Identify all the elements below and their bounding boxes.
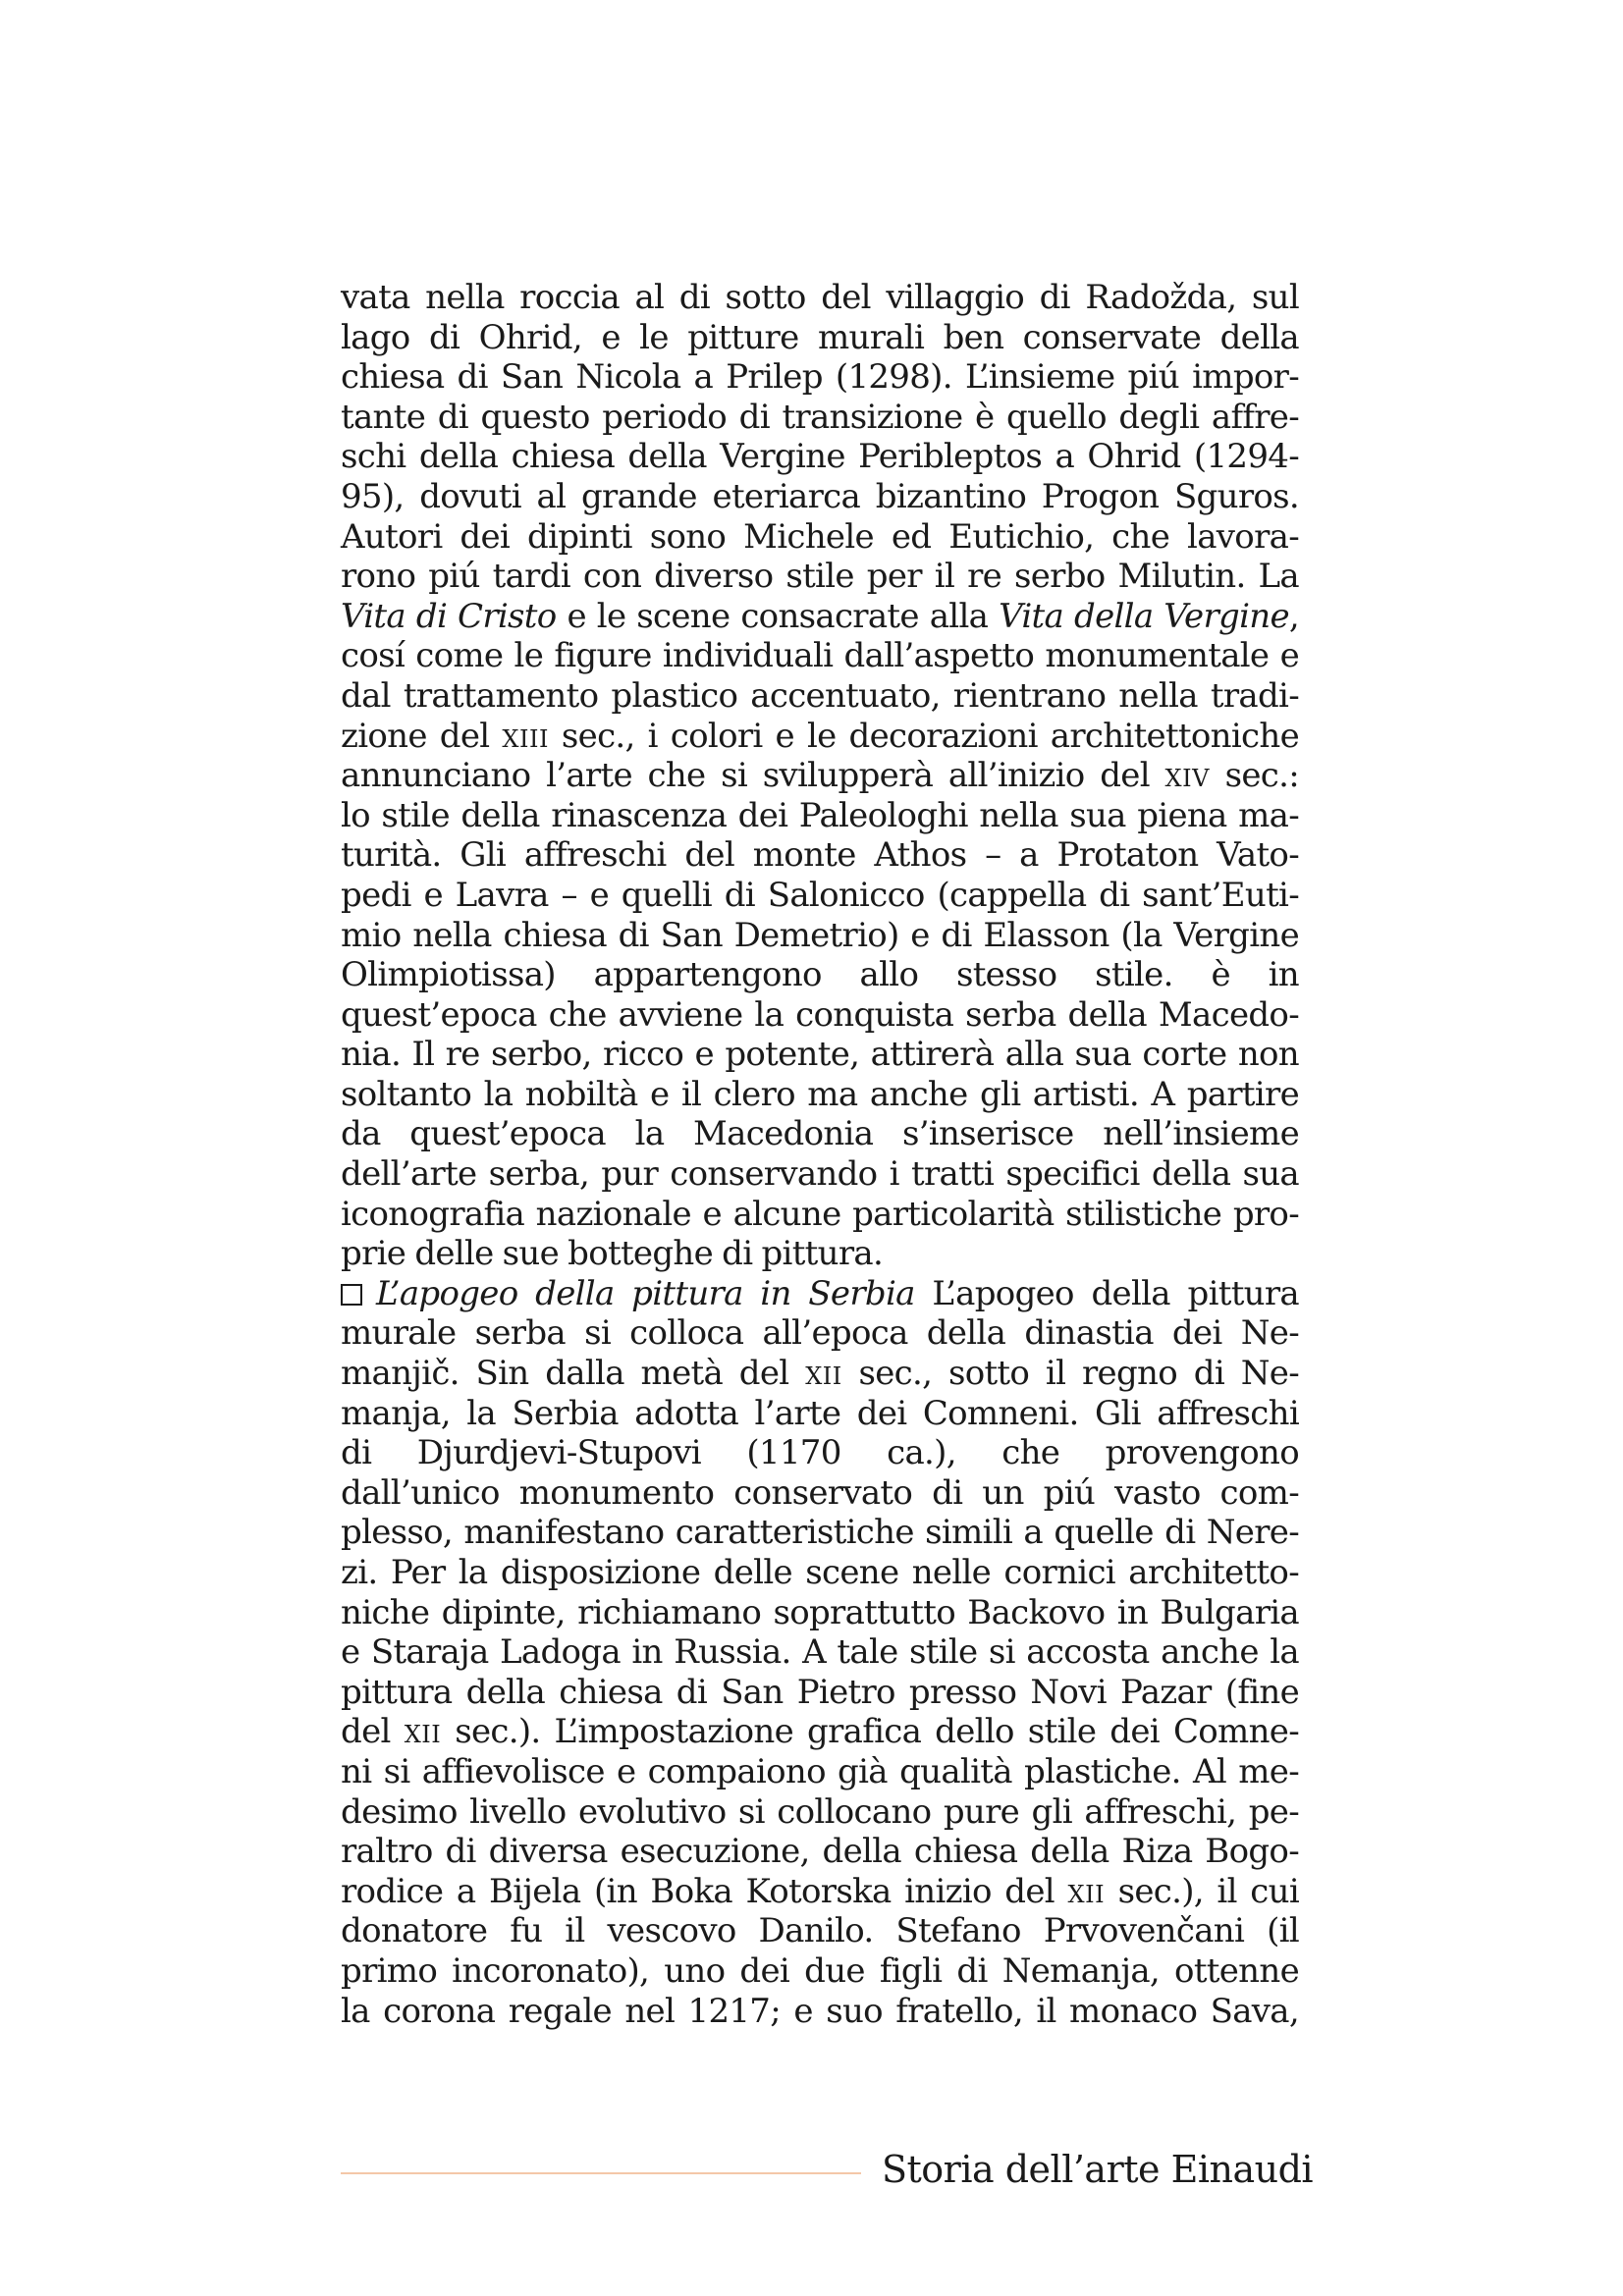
text-line: quest’epoca che avviene la conquista serba della Macedo- [341,994,1299,1035]
text-line: 95), dovuti al grande eteriarca bizantino Progon Sguros. [341,476,1299,516]
text-line: plesso, manifestano caratteristiche simili a quelle di Nere- [341,1513,1299,1553]
century-numeral: xii [1067,1871,1106,1911]
text-line: raltro di diversa esecuzione, della chiesa della Riza Bogo- [341,1832,1299,1872]
text-line: prie delle sue botteghe di pittura. [341,1234,884,1274]
text-segment: manjič. Sin dalla metà del [341,1354,806,1394]
text-line: soltanto la nobiltà e il clero ma anche gli artisti. A partire [341,1074,1299,1114]
text-line: schi della chiesa della Vergine Peribleptos a Ohrid (1294- [341,437,1299,477]
text-line: chiesa di San Nicola a Prilep (1298). L’insieme piú impor- [341,357,1299,398]
text-line: iconografia nazionale e alcune particolarità stilistiche pro- [341,1194,1299,1234]
text-line [341,597,1299,637]
text-line: pittura della chiesa di San Pietro presso Novi Pazar (fine [341,1672,1299,1712]
text-segment: rodice a Bijela (in Boka Kotorska inizio del [341,1871,1068,1911]
italic-title: Vita di Cristo [341,596,557,636]
text-line: turità. Gli affreschi del monte Athos – a Protaton Vato- [341,835,1299,876]
text-line: desimo livello evolutivo si collocano pure gli affreschi, pe- [341,1791,1299,1832]
text-line: vata nella roccia al di sotto del villaggio di Radožda, sul [341,278,1299,317]
text-line: cosí come le figure individuali dall’aspetto monumentale e [341,636,1299,676]
century-numeral: xii [404,1712,442,1752]
text-line: da quest’epoca la Macedonia s’inserisce nell’insieme [341,1114,1299,1154]
text-segment: L’apogeo della pittura [914,1273,1299,1313]
text-line: pedi e Lavra – e quelli di Salonicco (cappella di sant’Euti- [341,875,1299,915]
text-line: tante di questo periodo di transizione è quello degli affre- [341,397,1299,437]
text-segment: sec., i colori e le decorazioni architettoniche [548,716,1300,756]
text-line: nia. Il re serbo, ricco e potente, attirerà alla sua corte non [341,1035,1299,1075]
text-segment: e le scene consacrate alla [556,596,1000,636]
text-line [341,1872,1299,1912]
footer-rule [341,2172,861,2174]
section-box-icon [341,1284,362,1306]
text-line: di Djurdjevi-Stupovi (1170 ca.), che provengono [341,1433,1299,1473]
text-line [341,1712,1299,1752]
section-heading-line [341,1274,1299,1314]
text-line: lo stile della rinascenza dei Paleologhi nella sua piena ma- [341,795,1299,835]
text-line [341,1354,1299,1394]
text-line: e Staraja Ladoga in Russia. A tale stile si accosta anche la [341,1632,1299,1673]
text-line [341,756,1299,796]
text-segment: zione del [341,716,503,756]
text-line: mio nella chiesa di San Demetrio) e di Elasson (la Vergine [341,915,1299,955]
text-line: lago di Ohrid, e le pitture murali ben conservate della [341,317,1299,357]
text-line: niche dipinte, richiamano soprattutto Backovo in Bulgaria [341,1592,1299,1632]
text-line: Olimpiotissa) appartengono allo stesso stile. è in [341,955,1299,995]
century-numeral: xii [805,1354,842,1394]
text-line: ni si affievolisce e compaiono già qualità plastiche. Al me- [341,1751,1299,1791]
text-line: donatore fu il vescovo Danilo. Stefano Prvovenčani (il [341,1911,1299,1951]
text-segment: sec., sotto il regno di Ne- [841,1354,1299,1394]
text-segment: annunciano l’arte che si svilupperà all’inizio del [341,756,1165,796]
text-segment: del [341,1712,405,1752]
text-segment: sec.). L’impostazione grafica dello stile dei Comne- [441,1712,1299,1752]
text-line: Autori dei dipinti sono Michele ed Eutichio, che lavora- [341,516,1299,557]
text-line: dall’unico monumento conservato di un piú vasto com- [341,1472,1299,1513]
body-text [341,278,1299,2031]
footer-title: Storia dell’arte Einaudi [882,2148,1314,2191]
text-line [341,717,1299,757]
text-line: zi. Per la disposizione delle scene nelle cornici architetto- [341,1553,1299,1592]
text-line: rono piú tardi con diverso stile per il re serbo Milutin. La [341,557,1299,597]
century-numeral: xiii [502,716,549,756]
text-line: primo incoronato), uno dei due figli di Nemanja, ottenne [341,1950,1299,1991]
text-line: dal trattamento plastico accentuato, rientrano nella tradi- [341,675,1299,716]
century-numeral: xiv [1164,756,1210,796]
italic-title: Vita della Vergine [999,596,1289,636]
text-line: murale serba si colloca all’epoca della dinastia dei Ne- [341,1313,1299,1354]
text-segment: , [1288,596,1299,636]
text-line: dell’arte serba, pur conservando i tratti specifici della sua [341,1154,1299,1195]
text-segment: sec.: [1209,756,1299,796]
section-heading: L’apogeo della pittura in Serbia [376,1273,915,1313]
text-line: manja, la Serbia adotta l’arte dei Comneni. Gli affreschi [341,1393,1299,1433]
text-line: la corona regale nel 1217; e suo fratello, il monaco Sava, [341,1991,1299,2031]
text-segment: sec.), il cui [1105,1871,1299,1911]
